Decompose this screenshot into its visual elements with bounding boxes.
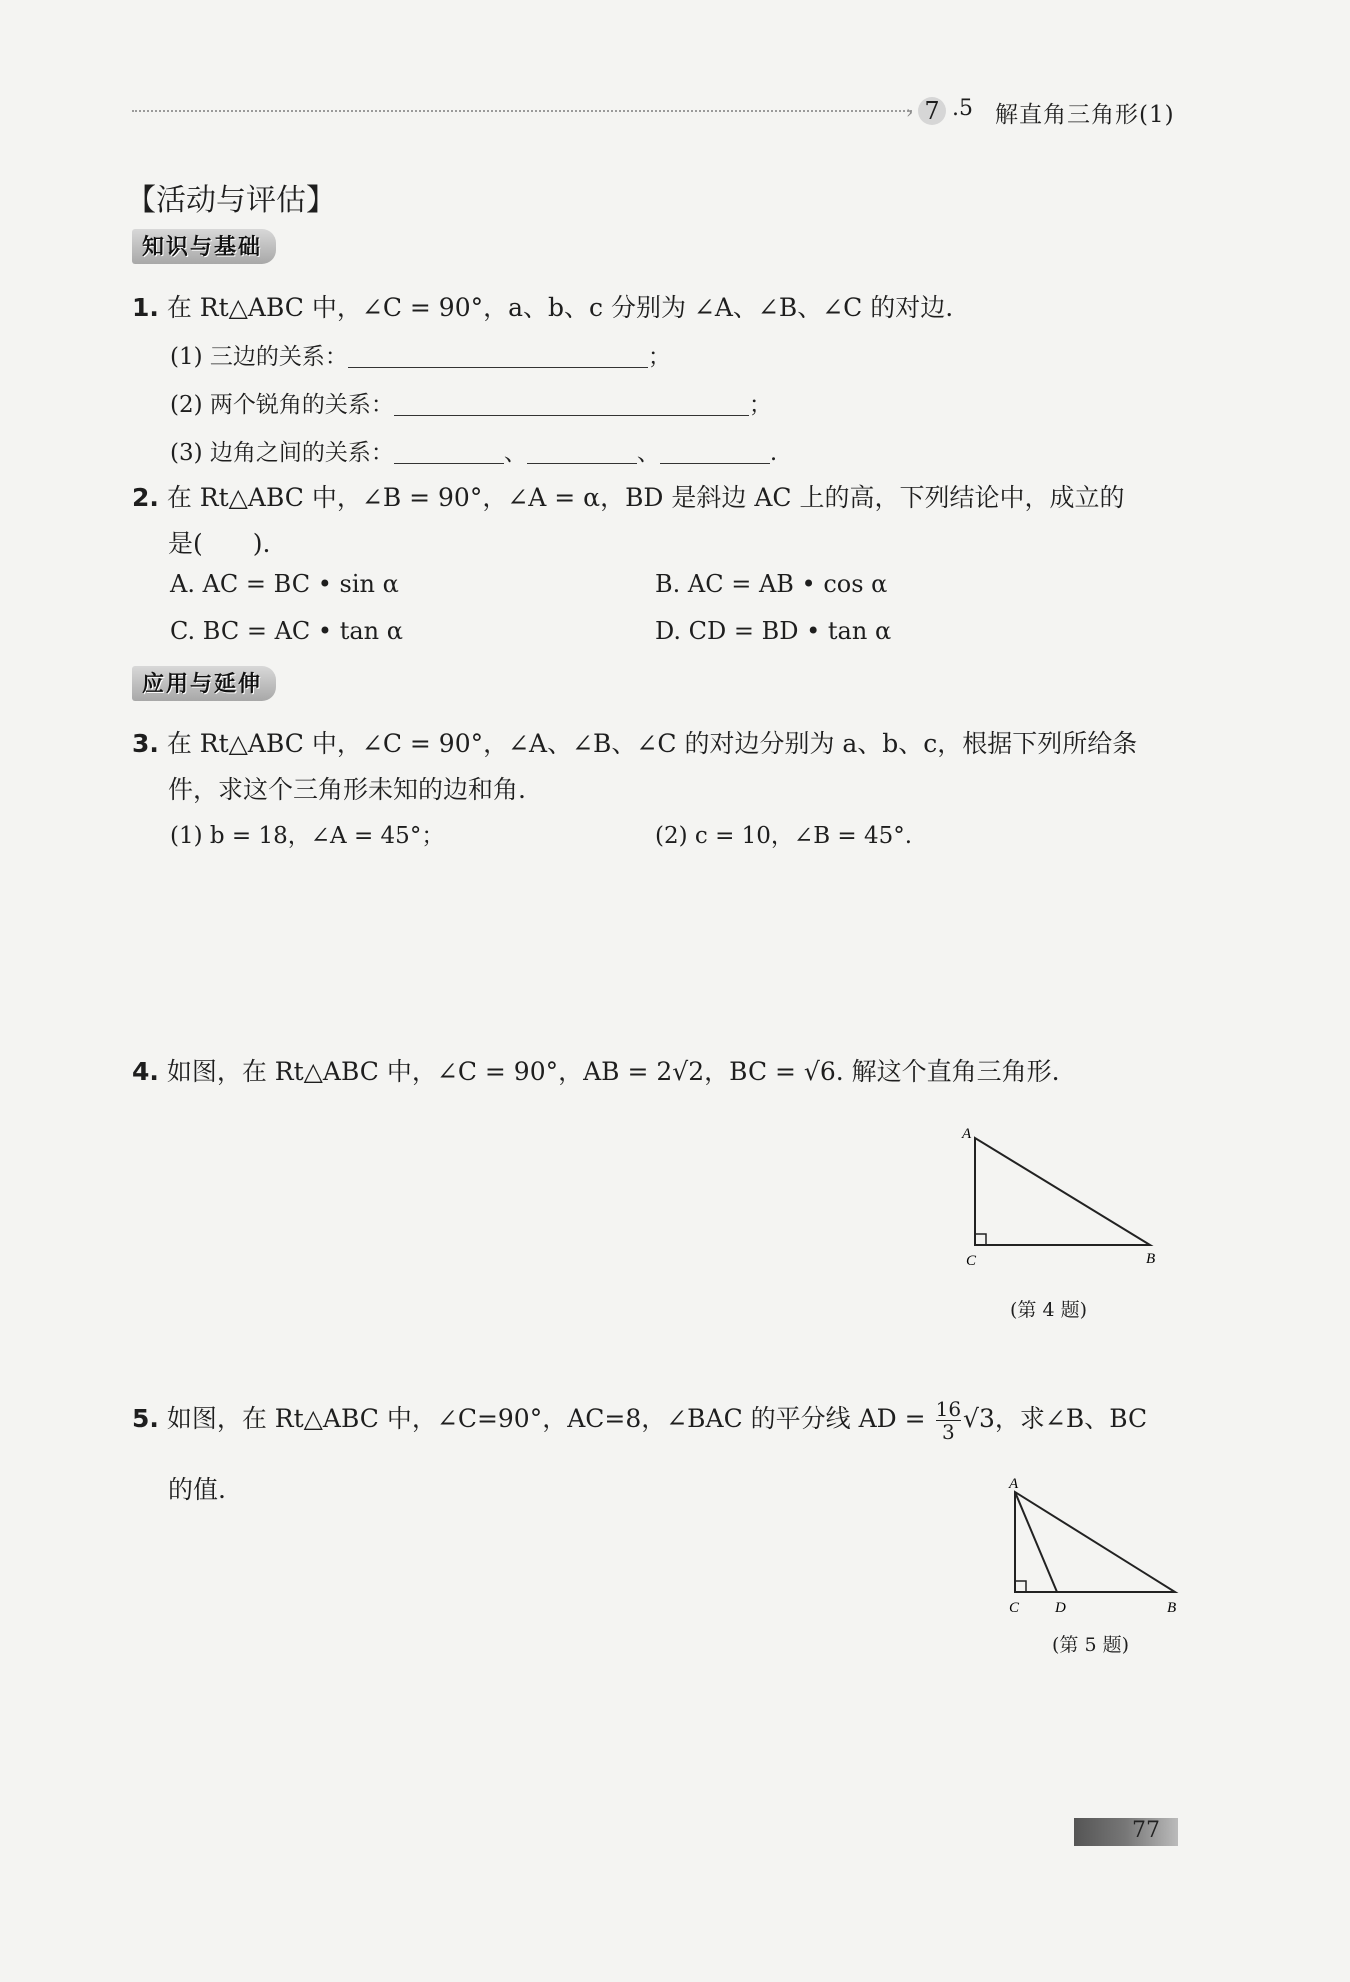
question-3 xyxy=(132,724,1137,760)
header-arrow-icon: › xyxy=(906,102,914,123)
q1-sub1 xyxy=(170,338,671,371)
q1-sub3 xyxy=(170,434,777,467)
label-b: B xyxy=(1167,1600,1177,1616)
question-number: 3. xyxy=(132,729,159,758)
answer-blank[interactable] xyxy=(394,439,504,464)
sub-label: (1) 三边的关系： xyxy=(170,344,348,370)
label-c: C xyxy=(966,1253,977,1269)
question-text: 在 Rt△ABC 中，∠C = 90°，∠A、∠B、∠C 的对边分别为 a、b、c，根据下列所给条 xyxy=(166,729,1138,758)
fraction xyxy=(936,1398,961,1443)
question-5 xyxy=(132,1398,1147,1443)
option-c: C. BC = AC • tan α xyxy=(170,617,403,645)
sub-end: . xyxy=(769,440,778,466)
answer-blank[interactable] xyxy=(394,391,749,416)
activity-title: 【活动与评估】 xyxy=(126,183,336,218)
chapter-number-badge: 7 xyxy=(918,97,946,125)
fraction-numerator: 16 xyxy=(935,1397,962,1421)
right-angle-mark xyxy=(1015,1581,1026,1592)
question-number: 5. xyxy=(132,1404,159,1433)
figure-4 xyxy=(950,1120,1170,1280)
question-text-end: √3，求∠B、BC xyxy=(963,1404,1148,1433)
question-text: 在 Rt△ABC 中，∠B = 90°，∠A = α，BD 是斜边 AC 上的高，下列结论中，成立的 xyxy=(166,483,1125,512)
question-text: 在 Rt△ABC 中，∠C = 90°，a、b、c 分别为 ∠A、∠B、∠C 的对边. xyxy=(166,293,954,322)
question-number: 1. xyxy=(132,293,159,322)
label-d: D xyxy=(1055,1600,1066,1616)
question-2 xyxy=(132,478,1125,514)
separator: 、 xyxy=(503,440,527,466)
question-number: 2. xyxy=(132,483,159,512)
sub-end: ； xyxy=(647,344,671,370)
question-text: 如图，在 Rt△ABC 中，∠C=90°，AC=8，∠BAC 的平分线 AD = xyxy=(166,1404,926,1433)
page-number-bar xyxy=(1074,1818,1178,1846)
answer-blank[interactable] xyxy=(660,439,770,464)
page-number: 77 xyxy=(1132,1818,1160,1843)
part1-tag: 知识与基础 xyxy=(132,229,276,264)
figure-5-caption: (第 5 题) xyxy=(1052,1634,1129,1656)
question-text: 如图，在 Rt△ABC 中，∠C = 90°，AB = 2√2，BC = √6. 解这个直角三角形. xyxy=(166,1057,1060,1086)
option-b: B. AC = AB • cos α xyxy=(655,570,888,598)
question-number: 4. xyxy=(132,1057,159,1086)
option-a: A. AC = BC • sin α xyxy=(170,570,399,598)
right-angle-mark xyxy=(975,1234,986,1245)
q5-line2: 的值. xyxy=(168,1475,226,1504)
header-rule xyxy=(132,110,912,112)
answer-blank[interactable] xyxy=(348,343,648,368)
bisector-ad xyxy=(1015,1492,1057,1592)
q2-line2: 是( ). xyxy=(168,529,271,558)
q3-line2: 件，求这个三角形未知的边和角. xyxy=(168,775,526,804)
sub-label: (2) 两个锐角的关系： xyxy=(170,392,394,418)
answer-blank[interactable] xyxy=(527,439,637,464)
figure-4-caption: (第 4 题) xyxy=(1010,1299,1087,1321)
q1-sub2 xyxy=(170,386,772,419)
label-a: A xyxy=(962,1126,972,1142)
separator: 、 xyxy=(636,440,660,466)
part2-tag: 应用与延伸 xyxy=(132,666,276,701)
label-b: B xyxy=(1146,1251,1156,1267)
question-4 xyxy=(132,1052,1060,1088)
label-c: C xyxy=(1009,1600,1020,1616)
label-a: A xyxy=(1009,1476,1019,1492)
question-1 xyxy=(132,288,953,324)
triangle-abc xyxy=(975,1138,1150,1245)
sub-end: ； xyxy=(748,392,772,418)
q3-sub1: (1) b = 18，∠A = 45°； xyxy=(170,823,445,849)
option-d: D. CD = BD • tan α xyxy=(655,617,892,645)
section-title: 解直角三角形(1) xyxy=(995,102,1175,128)
figure-5 xyxy=(995,1470,1195,1620)
fraction-denominator: 3 xyxy=(941,1420,955,1444)
sub-label: (3) 边角之间的关系： xyxy=(170,440,394,466)
q3-sub2: (2) c = 10，∠B = 45°. xyxy=(655,823,913,849)
triangle-abc xyxy=(1015,1492,1175,1592)
section-number: .5 xyxy=(952,96,973,121)
